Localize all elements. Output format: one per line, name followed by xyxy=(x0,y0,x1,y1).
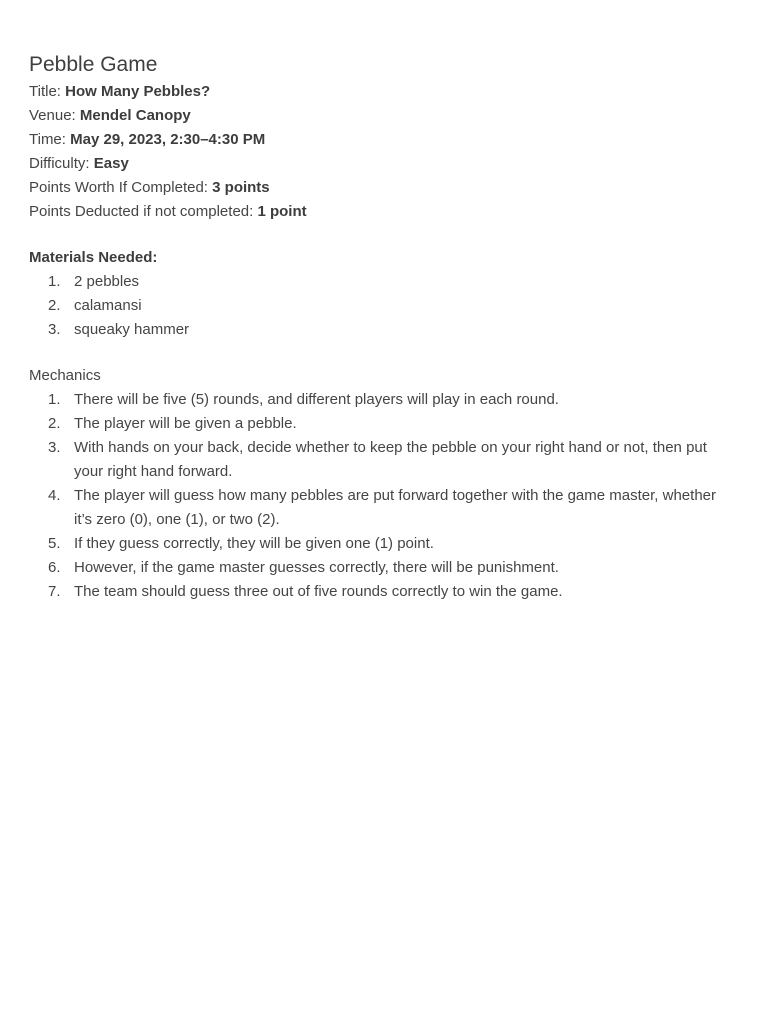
list-text: The player will guess how many pebbles are put forward together with the game master, whether it’s zero (0), one (1), or two (2). xyxy=(74,487,716,528)
list-item xyxy=(29,580,739,604)
list-item xyxy=(29,388,739,412)
list-item xyxy=(29,532,739,556)
list-text: The team should guess three out of five rounds correctly to win the game. xyxy=(74,583,563,600)
list-number: 6. xyxy=(48,559,61,576)
meta-value: 1 point xyxy=(257,203,307,220)
list-number: 3. xyxy=(48,439,61,456)
list-text: With hands on your back, decide whether to keep the pebble on your right hand or not, then put your right hand forward. xyxy=(74,439,707,480)
meta-label: Venue: xyxy=(29,107,80,124)
list-item xyxy=(29,412,739,436)
meta-label: Difficulty: xyxy=(29,155,94,172)
page-title: Pebble Game xyxy=(29,53,158,76)
meta-value: How Many Pebbles? xyxy=(65,83,211,100)
list-number: 2. xyxy=(48,297,61,314)
meta-points-worth xyxy=(29,176,739,200)
list-number: 4. xyxy=(48,487,61,504)
list-text: If they guess correctly, they will be given one (1) point. xyxy=(74,535,434,552)
list-number: 5. xyxy=(48,535,61,552)
meta-venue xyxy=(29,104,739,128)
list-number: 2. xyxy=(48,415,61,432)
list-text: There will be five (5) rounds, and different players will play in each round. xyxy=(74,391,559,408)
mechanics-list xyxy=(29,388,739,604)
meta-label: Points Worth If Completed: xyxy=(29,179,213,196)
meta-time xyxy=(29,128,739,152)
mechanics-heading: Mechanics xyxy=(29,367,101,384)
meta-difficulty xyxy=(29,152,739,176)
list-number: 3. xyxy=(48,321,61,338)
meta-label: Time: xyxy=(29,131,71,148)
list-item xyxy=(29,484,739,532)
list-number: 1. xyxy=(48,391,61,408)
meta-points-deducted xyxy=(29,200,739,224)
list-text: calamansi xyxy=(74,297,142,314)
list-text: However, if the game master guesses correctly, there will be punishment. xyxy=(74,559,559,576)
list-number: 1. xyxy=(48,273,61,290)
meta-value: 3 points xyxy=(212,179,270,196)
list-item xyxy=(29,270,739,294)
meta-value: Easy xyxy=(93,155,129,172)
meta-label: Title: xyxy=(29,83,66,100)
list-text: squeaky hammer xyxy=(74,321,190,338)
list-item xyxy=(29,436,739,484)
list-text: 2 pebbles xyxy=(74,273,140,290)
list-number: 7. xyxy=(48,583,61,600)
materials-list xyxy=(29,270,739,342)
list-text: The player will be given a pebble. xyxy=(74,415,297,432)
list-item xyxy=(29,294,739,318)
meta-title xyxy=(29,80,739,104)
event-details xyxy=(29,80,739,224)
meta-value: May 29, 2023, 2:30–4:30 PM xyxy=(70,131,266,148)
materials-heading: Materials Needed: xyxy=(29,249,158,266)
list-item xyxy=(29,556,739,580)
list-item xyxy=(29,318,739,342)
meta-value: Mendel Canopy xyxy=(79,107,191,124)
meta-label: Points Deducted if not completed: xyxy=(29,203,258,220)
